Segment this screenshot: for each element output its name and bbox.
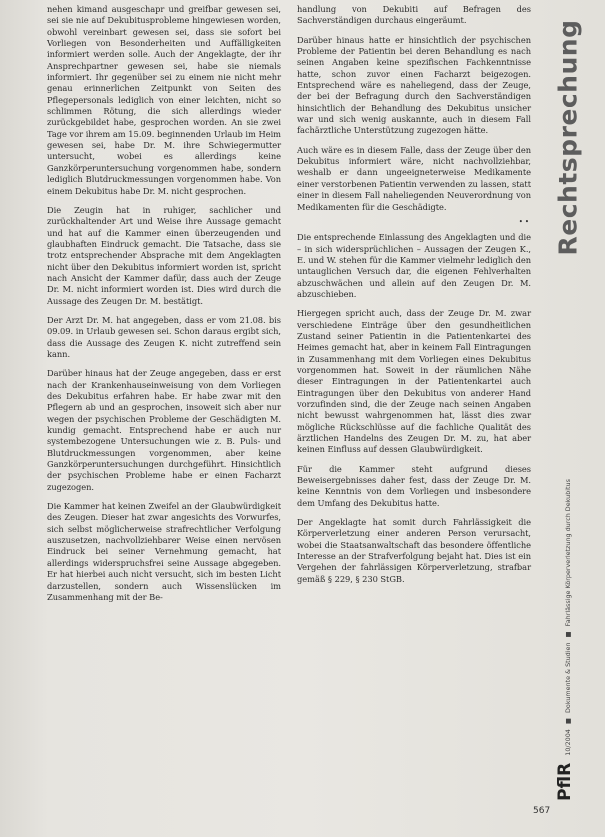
footer-authors: Dokumente & Studien	[564, 642, 572, 714]
separator-square-icon: ■	[564, 718, 572, 725]
left-text-column	[47, 4, 281, 611]
paragraph: Der Arzt Dr. M. hat angegeben, dass er vom 21.08. bis 09.09. in Urlaub gewesen sei. Schon daraus ergibt sich, dass die Aussage des Zeugen K. nicht zutreffend sein kann.	[47, 314, 281, 359]
paragraph: Die Kammer hat keinen Zweifel an der Glaubwürdigkeit des Zeugen. Dieser hat zwar angesichts des Vorwurfes, sich selbst möglicherweise strafrechtlicher Verfolgung auszusetzen, nachvollziehbarer Weise einen nervösen Eindruck bei seiner Vernehmung gemacht, hat allerdings widerspruchsfrei seine Aussage abgegeben. Er hat hierbei auch nicht versucht, sich im besten Licht darzustellen, sondern auch Wissenslücken im Zusammenhang mit der Be-	[47, 501, 281, 602]
paragraph: Hiergegen spricht auch, dass der Zeuge Dr. M. zwar verschiedene Einträge über den gesundheitlichen Zustand seiner Patientin in die Patientenkartei des Heimes gemacht hat, aber in keinem Fall Eintragungen in Zusammenhang mit dem Vorliegen eines Dekubitus vorgenommen hat. Soweit in der räumlichen Nähe dieser Eintragungen in der Patientenkartei auch Eintragungen über den Dekubitus von anderer Hand vorzufinden sind, die der Zeuge nach seinen Angaben nicht bewusst wahrgenommen hat, lässt dies zwar mögliche Rückschlüsse auf die fachliche Qualität des ärztlichen Handelns des Zeugen Dr. M. zu, hat aber keinen Einfluss auf dessen Glaubwürdigkeit.	[297, 308, 531, 455]
paragraph: Für die Kammer steht aufgrund dieses Beweisergebnisses daher fest, dass der Zeuge Dr. M. keine Kenntnis von dem Vorliegen und insbesondere dem Umfang des Dekubitus hatte.	[297, 463, 531, 508]
section-separator: ••	[518, 217, 531, 226]
paragraph: Die entsprechende Einlassung des Angeklagten und die – in sich widersprüchlichen – Aussagen der Zeugen K., E. und W. stehen für die Kammer vielmehr lediglich den untauglichen Versuch dar, die eigenen Fehlverhalten abzuschwächen und allein auf den Zeugen Dr. M. abzuschieben.	[297, 232, 531, 299]
journal-logo: PflR	[555, 762, 575, 801]
footer-subtitle: Fahrlässige Körperverletzung durch Dekubitus	[564, 479, 572, 627]
right-text-column	[297, 4, 531, 593]
page-number: 567	[533, 806, 551, 816]
paragraph: Darüber hinaus hatte er hinsichtlich der psychischen Probleme der Patientin bei deren Behandlung es nach seinen Angaben keine spezifischen Fachkenntnisse hatte, schon zuvor einen Facharzt beigezogen. Entsprechend wäre es naheliegend, dass der Zeuge, der bei der Befragung durch den Sachverständigen hinsichtlich der Behandlung des Dekubitus unsicher war und sich wenig auskannte, auch in diesem Fall fachärztliche Unterstützung zugezogen hätte.	[297, 34, 531, 136]
separator-square-icon: ■	[564, 631, 572, 638]
paragraph: Die Zeugin hat in ruhiger, sachlicher und zurückhaltender Art und Weise ihre Aussage gemacht und hat auf die Kammer einen überzeugenden und glaubhaften Eindruck gemacht. Die Tatsache, dass sie trotz entsprechender Absprache mit dem Angeklagten nicht über den Dekubitus informiert worden ist, spricht nach Ansicht der Kammer dafür, dass auch der Zeuge Dr. M. nicht informiert worden ist. Dies wird durch die Aussage des Zeugen Dr. M. bestätigt.	[47, 204, 281, 306]
journal-footer	[548, 470, 582, 810]
issue-number: 10/2004	[564, 729, 572, 756]
paragraph: handlung von Dekubiti auf Befragen des Sachverständigen durchaus eingeräumt.	[297, 4, 531, 26]
paragraph: Der Angeklagte hat somit durch Fahrlässigkeit die Körperverletzung einer anderen Person verursacht, wobei die Staatsanwaltschaft das besondere öffentliche Interesse an der Strafverfolgung bejaht hat. Dies ist ein Vergehen der fahrlässigen Körperverletzung, strafbar gemäß § 229, § 230 StGB.	[297, 517, 531, 584]
section-title-vertical	[546, 14, 590, 260]
section-title: Rechtsprechung	[553, 19, 583, 255]
paragraph: Auch wäre es in diesem Falle, dass der Zeuge über den Dekubitus informiert wäre, nicht nachvollziehbar, weshalb er dann ungeeigneterweise Medikamente einer verstorbenen Patientin verwenden zu lassen, statt einer in diesem Fall naheliegenden Neuverordnung von Medikamenten für die Geschädigte.	[297, 144, 531, 212]
paragraph: nehen kimand ausgeschapr und greifbar gewesen sei, sei sie nie auf Dekubitusprobleme hingewiesen worden, obwohl vereinbart gewesen sei, dass sie sofort bei Vorliegen von Besonderheiten und Auffälligkeiten informiert werden solle. Auch der Angeklagte, der ihr Ansprechpartner gewesen sei, habe sie niemals informiert. Ihr gegenüber sei zu einem nie nicht mehr genau erinnerlichen Zeitpunkt von Seiten des Pflegepersonals lediglich von einer leichten, nicht so schlimmen Rötung, die sich allerdings wieder zurückgebildet habe, gesprochen worden. An sie zwei Tage vor ihrem am 15.09. beginnenden Urlaub im Heim gewesen sei, habe Dr. M. ihre Schwiegermutter untersucht, wobei es allerdings keine Ganzkörperuntersuchung vorgenommen habe, sondern lediglich Blutdruckmessungen vorgenommen habe. Von einem Dekubitus habe Dr. M. nicht gesprochen.	[47, 4, 281, 196]
paragraph: Darüber hinaus hat der Zeuge angegeben, dass er erst nach der Krankenhauseinweisung von dem Vorliegen des Dekubitus erfahren habe. Er habe zwar mit den Pflegern ab und an gesprochen, insoweit sich aber nur wegen der psychischen Probleme der Geschädigten M. kundig gemacht. Entsprechend habe er auch nur systembezogene Untersuchungen wie z. B. Puls- und Blutdruckmessungen vorgenommen, aber keine Ganzkörperuntersuchungen durchgeführt. Hinsichtlich der psychischen Probleme habe er einen Facharzt zugezogen.	[47, 368, 281, 492]
